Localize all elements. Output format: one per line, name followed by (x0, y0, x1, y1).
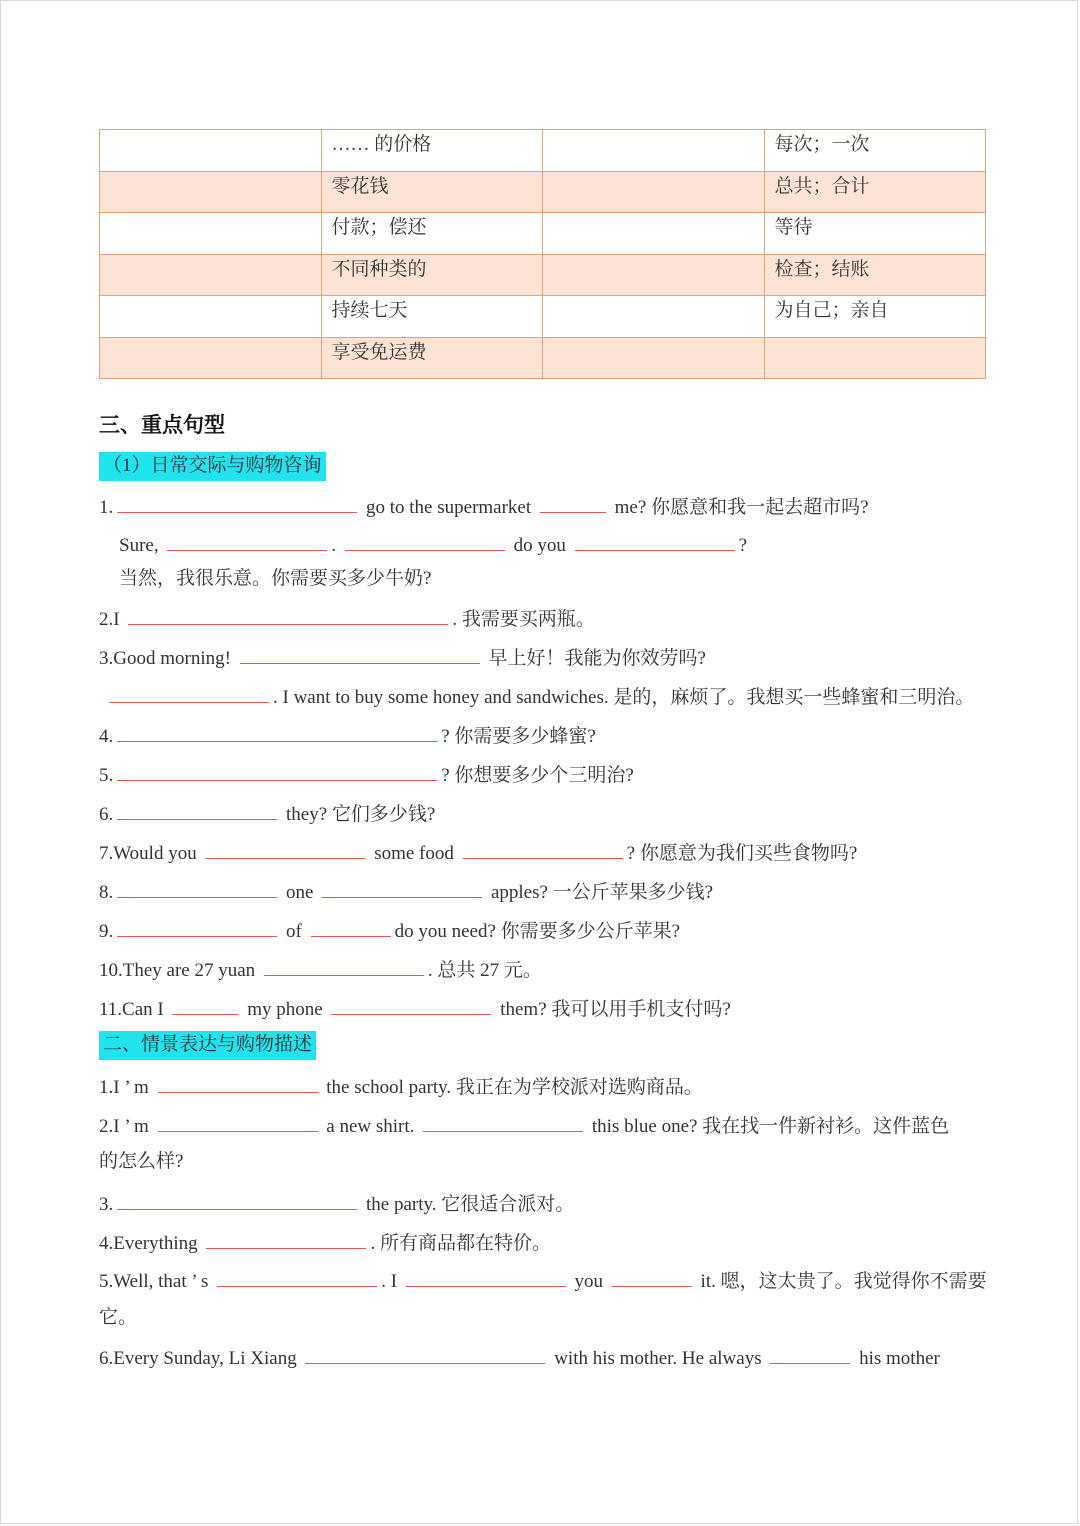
subsection-2-title: 二、情景表达与购物描述 (99, 1031, 316, 1060)
sentence-4: 4. ? 你需要多少蜂蜜? (99, 721, 596, 750)
vocab-row (100, 337, 986, 379)
blank[interactable] (167, 530, 327, 551)
meaning-cell: 每次；一次 (764, 130, 986, 172)
blank[interactable] (217, 1266, 377, 1287)
meaning-cell: 总共；合计 (764, 171, 986, 213)
scene-sentence-5: 5.Well, that ’ s . I you it. 嗯，这太贵了。我觉得你不需要 (99, 1266, 987, 1295)
answer-cell[interactable] (100, 213, 322, 255)
blank[interactable] (331, 994, 491, 1015)
blank[interactable] (117, 492, 357, 513)
subsection-1-title: （1）日常交际与购物咨询 (99, 452, 326, 481)
blank[interactable] (345, 530, 505, 551)
blank[interactable] (117, 799, 277, 820)
sentence-2: 2.I . 我需要买两瓶。 (99, 604, 595, 633)
meaning-cell: 付款；偿还 (321, 213, 543, 255)
answer-cell[interactable] (543, 130, 765, 172)
blank[interactable] (770, 1343, 850, 1364)
blank[interactable] (423, 1111, 583, 1132)
blank[interactable] (305, 1343, 545, 1364)
meaning-cell: …… 的价格 (321, 130, 543, 172)
blank[interactable] (117, 916, 277, 937)
scene-sentence-4: 4.Everything . 所有商品都在特价。 (99, 1228, 551, 1257)
scene-sentence-2-cont: 的怎么样? (99, 1151, 184, 1172)
sentence-3: 3.Good morning! 早上好！我能为你效劳吗? (99, 643, 706, 672)
meaning-cell: 为自己；亲自 (764, 296, 986, 338)
scene-sentence-2: 2.I ’ m a new shirt. this blue one? 我在找一件新衬衫。这件蓝色 (99, 1111, 949, 1140)
sentence-1: 1. go to the supermarket me? 你愿意和我一起去超市吗? (99, 492, 869, 521)
answer-cell[interactable] (100, 296, 322, 338)
vocab-row (100, 171, 986, 213)
blank[interactable] (109, 682, 269, 703)
meaning-cell: 检查；结账 (764, 254, 986, 296)
vocab-table (99, 129, 986, 379)
section-heading: 三、重点句型 (99, 413, 225, 437)
blank[interactable] (117, 721, 437, 742)
answer-cell[interactable] (543, 337, 765, 379)
meaning-cell: 零花钱 (321, 171, 543, 213)
blank[interactable] (128, 604, 448, 625)
sentence-8: 8. one apples? 一公斤苹果多少钱? (99, 877, 713, 906)
blank[interactable] (612, 1266, 692, 1287)
sentence-10: 10.They are 27 yuan . 总共 27 元。 (99, 955, 542, 984)
blank[interactable] (206, 1228, 366, 1249)
meaning-cell: 等待 (764, 213, 986, 255)
answer-cell[interactable] (100, 171, 322, 213)
blank[interactable] (406, 1266, 566, 1287)
scene-sentence-6: 6.Every Sunday, Li Xiang with his mother. He always his mother (99, 1343, 940, 1372)
answer-cell[interactable] (100, 254, 322, 296)
answer-cell[interactable] (543, 171, 765, 213)
blank[interactable] (264, 955, 424, 976)
answer-cell[interactable] (543, 254, 765, 296)
meaning-cell: 持续七天 (321, 296, 543, 338)
answer-cell[interactable] (100, 130, 322, 172)
blank[interactable] (240, 643, 480, 664)
meaning-cell: 享受免运费 (321, 337, 543, 379)
blank[interactable] (575, 530, 735, 551)
sentence-3-answer: . I want to buy some honey and sandwiches. 是的，麻烦了。我想买一些蜂蜜和三明治。 (105, 682, 974, 711)
blank[interactable] (311, 916, 391, 937)
vocab-row (100, 130, 986, 172)
sentence-1-translation: 当然，我很乐意。你需要买多少牛奶? (119, 568, 432, 589)
vocab-row (100, 254, 986, 296)
scene-sentence-5-cont: 它。 (99, 1307, 138, 1328)
scene-sentence-3: 3. the party. 它很适合派对。 (99, 1189, 574, 1218)
blank[interactable] (322, 877, 482, 898)
blank[interactable] (117, 877, 277, 898)
scene-sentence-1: 1.I ’ m the school party. 我正在为学校派对选购商品。 (99, 1072, 703, 1101)
sentence-7: 7.Would you some food ? 你愿意为我们买些食物吗? (99, 838, 857, 867)
blank[interactable] (205, 838, 365, 859)
answer-cell[interactable] (543, 296, 765, 338)
blank[interactable] (463, 838, 623, 859)
meaning-cell (764, 337, 986, 379)
answer-cell[interactable] (543, 213, 765, 255)
vocab-row (100, 296, 986, 338)
vocab-row (100, 213, 986, 255)
blank[interactable] (117, 1189, 357, 1210)
sentence-1-answer: Sure, . do you ? (119, 530, 747, 559)
blank[interactable] (158, 1111, 318, 1132)
blank[interactable] (172, 994, 238, 1015)
answer-cell[interactable] (100, 337, 322, 379)
blank[interactable] (117, 760, 437, 781)
blank[interactable] (540, 492, 606, 513)
sentence-9: 9. of do you need? 你需要多少公斤苹果? (99, 916, 680, 945)
blank[interactable] (158, 1072, 318, 1093)
sentence-6: 6. they? 它们多少钱? (99, 799, 435, 828)
meaning-cell: 不同种类的 (321, 254, 543, 296)
sentence-5: 5. ? 你想要多少个三明治? (99, 760, 634, 789)
sentence-11: 11.Can I my phone them? 我可以用手机支付吗? (99, 994, 731, 1023)
